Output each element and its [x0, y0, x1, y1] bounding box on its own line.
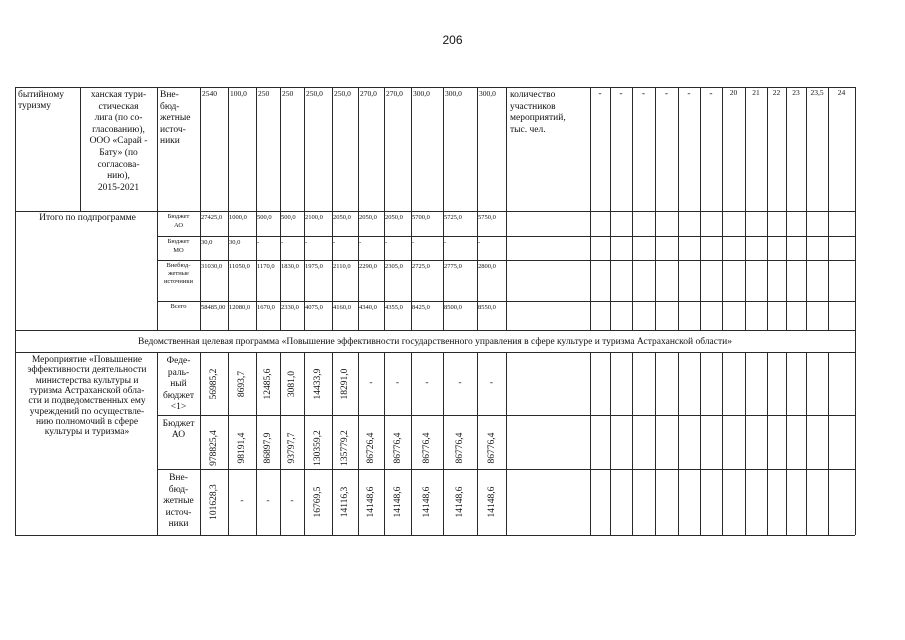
- column-border: [200, 87, 201, 330]
- column-border: [722, 352, 723, 535]
- funding-source: жетные: [160, 113, 191, 123]
- value-cell: 2050,0: [359, 214, 377, 221]
- value-cell: 86776,4: [486, 432, 497, 464]
- column-border: [655, 87, 656, 330]
- value-cell: 978825,4: [209, 430, 219, 466]
- funding-source: источники: [163, 278, 194, 285]
- table-bottom-border: [15, 535, 855, 536]
- value-cell: -: [369, 377, 373, 388]
- column-border: [745, 87, 746, 330]
- value-cell: -: [619, 89, 623, 99]
- measure-name: нию полномочий в сфере: [35, 416, 139, 427]
- funding-source: Вне-: [160, 90, 179, 100]
- target-value: 20: [729, 88, 738, 97]
- column-border: [767, 87, 768, 330]
- column-border: [632, 352, 633, 535]
- value-cell: 14148,6: [455, 486, 465, 518]
- column-border: [855, 87, 856, 330]
- value-cell: 270,0: [360, 89, 377, 98]
- funding-source: раль-: [167, 367, 190, 378]
- program-name: туризму: [18, 101, 51, 111]
- value-cell: -: [687, 89, 691, 99]
- column-border: [786, 352, 787, 535]
- subtotal-label: Итого по подпрограмме: [39, 213, 136, 223]
- value-cell: -: [290, 496, 294, 506]
- column-border: [157, 87, 158, 330]
- value-cell: 130359,2: [313, 430, 323, 466]
- executor-name: лига (по со-: [94, 113, 143, 124]
- value-cell: -: [709, 89, 713, 99]
- value-cell: 56985,2: [209, 368, 219, 399]
- value-cell: 3081,0: [287, 370, 297, 397]
- executor-name: 2015-2021: [97, 182, 140, 193]
- column-border: [828, 87, 829, 330]
- column-border: [304, 87, 308, 330]
- column-border: [806, 352, 807, 535]
- executor-name: ООО «Сарай -: [89, 136, 148, 147]
- column-border: [256, 87, 260, 330]
- value-cell: -: [598, 89, 602, 99]
- funding-source: Бюджет: [167, 213, 190, 220]
- indicator-name: участников: [510, 101, 556, 112]
- target-value: 23: [792, 88, 800, 97]
- table-left-border: [15, 87, 16, 535]
- indicator-name: количество: [510, 90, 556, 100]
- value-cell: 5700,0: [412, 214, 430, 221]
- value-cell: 98191,4: [237, 432, 247, 464]
- value-cell: 300,0: [413, 89, 430, 98]
- value-cell: -: [641, 89, 646, 99]
- value-cell: -: [240, 496, 244, 506]
- value-cell: 2050,0: [385, 214, 403, 221]
- value-cell: -: [489, 377, 494, 388]
- value-cell: -: [257, 239, 260, 246]
- column-border: [700, 87, 701, 330]
- value-cell: 12485,6: [263, 368, 273, 399]
- value-cell: 250: [282, 89, 294, 98]
- value-cell: 11050,0: [229, 263, 250, 270]
- table-right-border: [855, 330, 856, 352]
- column-border: [678, 352, 679, 535]
- value-cell: -: [333, 239, 336, 246]
- column-border: [745, 352, 746, 535]
- column-border: [443, 87, 447, 330]
- value-cell: -: [266, 496, 270, 506]
- value-cell: 1975,0: [305, 263, 323, 270]
- page-number: 206: [442, 33, 463, 47]
- value-cell: 86776,4: [422, 432, 432, 464]
- value-cell: 2330,0: [281, 304, 299, 311]
- column-border: [590, 87, 591, 330]
- value-cell: 2725,0: [412, 263, 430, 270]
- value-cell: -: [412, 239, 415, 246]
- value-cell: 30,0: [201, 239, 213, 246]
- value-cell: 14148,6: [422, 486, 432, 518]
- column-border: [200, 352, 201, 535]
- funding-source: Вне-: [169, 473, 188, 483]
- target-value: 23,5: [810, 88, 824, 97]
- column-border: [828, 352, 829, 535]
- value-cell: -: [281, 239, 284, 246]
- value-cell: 30,0: [229, 239, 241, 246]
- executor-name: нию),: [107, 171, 130, 182]
- row-divider: [15, 211, 855, 212]
- value-cell: 8500,0: [444, 304, 462, 311]
- column-border: [722, 87, 723, 330]
- value-cell: 27425,0: [201, 214, 223, 221]
- measure-name: сти и подведомственных ему: [28, 396, 146, 407]
- measure-name: туризма Астраханской обла-: [29, 385, 145, 396]
- value-cell: 4160,0: [333, 304, 351, 311]
- column-border: [590, 352, 591, 535]
- target-value: 21: [752, 88, 760, 97]
- funding-source: жетные: [163, 496, 194, 506]
- funding-source: бюд-: [160, 101, 180, 112]
- column-border: [632, 87, 633, 330]
- value-cell: 14433,9: [313, 368, 323, 399]
- column-border: [256, 352, 257, 535]
- value-cell: 100,0: [230, 89, 247, 98]
- value-cell: 250,0: [334, 89, 351, 98]
- value-cell: 14148,6: [392, 486, 403, 518]
- value-cell: 8425,0: [412, 304, 430, 311]
- value-cell: -: [425, 377, 429, 388]
- value-cell: 93797,7: [287, 432, 297, 464]
- value-cell: 8693,7: [237, 370, 247, 397]
- column-border: [384, 87, 388, 330]
- value-cell: 1830,0: [281, 263, 299, 270]
- value-cell: 270,0: [386, 89, 403, 98]
- column-border: [506, 87, 507, 330]
- value-cell: 2050,0: [333, 214, 351, 221]
- column-border: [700, 352, 701, 535]
- executor-name: согласова-: [97, 159, 140, 170]
- funding-source: источ-: [165, 507, 192, 518]
- column-border: [477, 87, 481, 330]
- value-cell: 2100,0: [305, 214, 323, 221]
- value-cell: -: [444, 239, 447, 246]
- funding-source: МО: [173, 247, 184, 254]
- executor-name: ханская тури-: [90, 90, 147, 100]
- value-cell: 2775,0: [444, 263, 462, 270]
- value-cell: 500,0: [257, 214, 272, 221]
- funding-source: жетные: [168, 270, 189, 277]
- value-cell: -: [385, 239, 388, 246]
- row-divider: [15, 352, 855, 353]
- column-border: [506, 352, 507, 535]
- funding-source: Всего: [170, 303, 187, 310]
- value-cell: 2540: [202, 89, 217, 98]
- funding-source: Бюджет: [162, 419, 195, 429]
- value-cell: -: [664, 89, 669, 99]
- value-cell: 5725,0: [444, 214, 462, 221]
- funding-source: ники: [160, 136, 180, 146]
- target-value: 24: [837, 88, 846, 97]
- value-cell: 58485,00: [201, 304, 226, 311]
- column-border: [767, 352, 768, 535]
- section-title: Ведомственная целевая программа «Повышение эффективности государственного управления в сфере культуре и туризма Астраханской области»: [138, 337, 732, 347]
- column-border: [228, 87, 229, 330]
- value-cell: 1670,0: [257, 304, 275, 311]
- column-border: [855, 352, 856, 535]
- value-cell: -: [478, 239, 481, 246]
- column-border: [332, 352, 333, 535]
- executor-name: Бату» (по: [99, 148, 138, 158]
- value-cell: 250,0: [306, 89, 323, 98]
- funding-source: источ-: [160, 124, 186, 135]
- column-border: [280, 87, 284, 330]
- indicator-name: тыс. чел.: [510, 124, 546, 135]
- column-border: [304, 352, 305, 535]
- column-border: [332, 87, 336, 330]
- value-cell: 4340,0: [359, 304, 377, 311]
- value-cell: 2800,0: [478, 263, 496, 270]
- value-cell: 1170,0: [257, 263, 275, 270]
- funding-source: АО: [171, 429, 186, 440]
- executor-name: стическая: [98, 101, 139, 112]
- column-border: [228, 352, 229, 535]
- measure-name: Мероприятие «Повышение: [31, 355, 143, 365]
- value-cell: 2305,0: [385, 263, 403, 270]
- value-cell: 2290,0: [359, 263, 377, 270]
- value-cell: 4075,0: [305, 304, 323, 311]
- value-cell: 4355,0: [385, 304, 403, 311]
- funding-source: ники: [168, 519, 189, 529]
- value-cell: -: [359, 239, 362, 246]
- program-name: бытийному: [18, 90, 64, 100]
- value-cell: -: [395, 377, 400, 388]
- value-cell: 135779,2: [340, 430, 350, 466]
- value-cell: 86776,4: [455, 432, 465, 464]
- column-border: [610, 87, 611, 330]
- column-border: [806, 87, 807, 330]
- value-cell: 16769,5: [313, 486, 323, 518]
- value-cell: 500,0: [281, 214, 296, 221]
- column-border: [358, 87, 362, 330]
- value-cell: 86726,4: [366, 432, 376, 464]
- value-cell: 101628,3: [209, 484, 219, 520]
- measure-name: учреждений по осуществле-: [29, 406, 145, 417]
- funding-source: АО: [173, 222, 184, 229]
- column-border: [678, 87, 679, 330]
- value-cell: 12080,0: [229, 304, 251, 311]
- value-cell: -: [305, 239, 308, 246]
- value-cell: -: [458, 377, 462, 388]
- column-border: [610, 352, 611, 535]
- value-cell: 5750,0: [478, 214, 496, 221]
- funding-source: бюджет: [162, 390, 195, 401]
- value-cell: 14116,3: [340, 486, 350, 518]
- funding-source: бюд-: [168, 484, 189, 495]
- column-border: [655, 352, 656, 535]
- value-cell: 14148,6: [486, 486, 497, 518]
- funding-source: Внебюд-: [166, 262, 191, 269]
- value-cell: 300,0: [479, 89, 496, 98]
- column-border: [786, 87, 787, 330]
- measure-name: эффективности деятельности: [27, 365, 147, 376]
- value-cell: 14148,6: [366, 486, 376, 518]
- target-value: 22: [772, 88, 781, 97]
- funding-source: ный: [170, 379, 187, 389]
- column-border: [280, 352, 281, 535]
- value-cell: 31030,0: [201, 263, 223, 270]
- column-border: [411, 87, 415, 330]
- value-cell: 86897,9: [263, 432, 273, 464]
- value-cell: 8550,0: [478, 304, 496, 311]
- funding-source: Феде-: [166, 356, 191, 366]
- value-cell: 1000,0: [229, 214, 247, 221]
- value-cell: 2110,0: [333, 263, 351, 270]
- indicator-name: мероприятий,: [510, 113, 566, 123]
- row-divider: [15, 330, 855, 331]
- measure-name: министерства культуры и: [35, 375, 139, 386]
- funding-source: <1>: [170, 402, 187, 412]
- value-cell: 18291,0: [340, 368, 350, 399]
- executor-name: гласованию),: [92, 124, 145, 135]
- value-cell: 86776,4: [392, 432, 403, 464]
- funding-source: Бюджет: [167, 238, 190, 245]
- value-cell: 300,0: [445, 89, 462, 98]
- measure-name: культуры и туризма»: [44, 427, 130, 438]
- value-cell: 250: [258, 89, 270, 98]
